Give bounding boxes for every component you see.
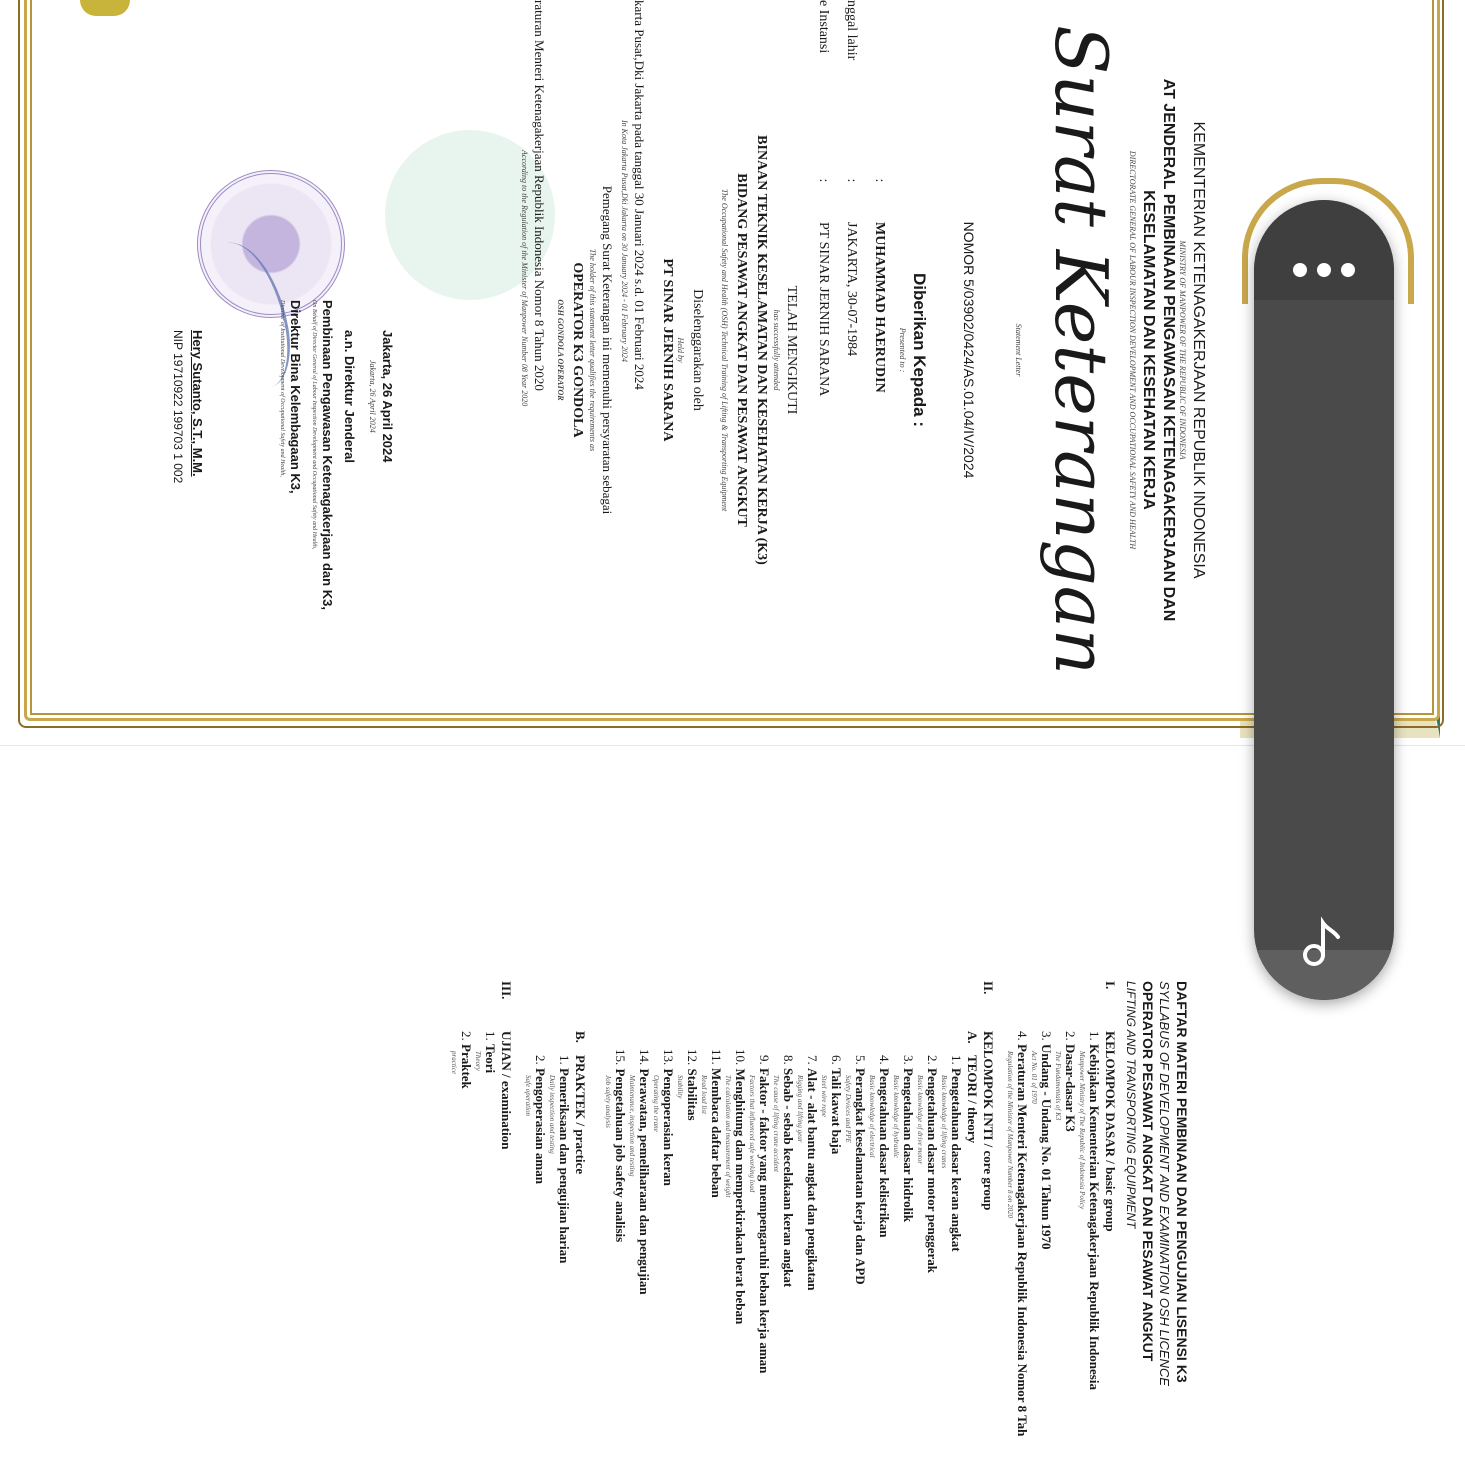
company-name: PT SINAR JERNIH SARANA: [816, 222, 831, 397]
directorate-en: DIRECTORATE GENERAL OF LABOUR INSPECTION DEVELOPMENT AND OCCUPATIONAL SAFETY AND HEALTH: [1128, 150, 1137, 550]
list-item: 1. Pengetahuan dasar keran angkat: [949, 1055, 964, 1252]
section-number: II.: [981, 981, 996, 995]
given-to-label-en: Presented to :: [898, 327, 907, 373]
field-colon: :: [872, 178, 887, 183]
field-colon: :: [816, 178, 831, 183]
field-row: [815, 0, 831, 700]
list-item-en: Job safety analysis: [604, 1075, 612, 1128]
organized-by-label-en: Held by: [676, 337, 685, 363]
list-item: 9. Faktor - faktor yang mempengaruhi beban kerja aman: [757, 1055, 772, 1374]
list-item-en: Basic knowledge of lifting cranes: [940, 1075, 948, 1169]
birth-date: JAKARTA, 30-07-1984: [844, 222, 859, 357]
section-number: I.: [1103, 981, 1118, 990]
directorate-line-2: KESELAMATAN DAN KESEHATAN KERJA: [1140, 190, 1157, 510]
holder-line-en: The holder of this statement letter qualifies the requirements as: [588, 248, 597, 452]
section-title: KELOMPOK DASAR / basic group: [1103, 1031, 1118, 1232]
subsection-letter: A.: [965, 1031, 980, 1044]
list-item-en: Basic knowledge of drive motor: [916, 1075, 924, 1165]
sign-line-2: Pembinaan Pengawasan Ketenagakerjaan dan K3,: [320, 300, 335, 610]
list-item-en: The cause of lifting crane accident: [772, 1075, 780, 1173]
list-item: 4. Peraturan Menteri Ketenagakerjaan Republik Indonesia Nomor 8 Tah: [1015, 1031, 1030, 1437]
watermark-logo: [385, 130, 555, 300]
program-line-1: BINAAN TEKNIK KESELAMATAN DAN KESEHATAN KERJA (K3): [754, 135, 769, 565]
syllabus-content: [190, 981, 1190, 1466]
music-note-icon: [1294, 913, 1354, 978]
list-item-en: Stability: [676, 1075, 684, 1099]
list-item-en: Manpower Ministry of The Republic of Indonesia Policy: [1078, 1051, 1086, 1210]
sign-line-3-en: Director of Institutional Development of Occupational Safety and Health,: [279, 300, 285, 477]
list-item: 4. Pengetahuan dasar kelistrikan: [877, 1055, 892, 1238]
list-item: 2. Dasar-dasar K3: [1063, 1031, 1078, 1132]
field-label: nggal lahir: [844, 0, 859, 61]
syllabus-title-2: SYLLABUS OF DEVELOPMENT AND EXAMINATION OSH LICENCE: [1157, 981, 1172, 1387]
list-item-en: Safety Devices and PPE: [844, 1075, 852, 1143]
field-label: e Instansi: [816, 0, 831, 54]
list-item-en: Read load list: [700, 1075, 708, 1114]
list-item: 6. Tali kawat baja: [829, 1055, 844, 1155]
list-item: 14. Perawatan, pemeliharaan dan pengujian: [637, 1049, 652, 1295]
sign-line-2-en: On Behalf of Director General of Labour Inspection Development and Occupational Safety and Health,: [311, 300, 317, 550]
participant-name: MUHAMMAD HAERUDIN: [872, 222, 887, 393]
given-to-label: Diberikan Kepada :: [910, 273, 929, 427]
list-item-en: Rigging and lifting gear: [796, 1075, 804, 1143]
program-en: The Occupational Safety and Health (OSH) Technical Training of Lifting & Transporting Equipment: [720, 188, 729, 512]
list-item-en: Regulation of the Minister of Manpower Number 8 on 2020: [1006, 1051, 1014, 1219]
location-line: karta Pusat,Dki Jakarta pada tanggal 30 Januari 2024 s.d. 01 Februari 2024: [632, 0, 647, 390]
certificate-number: NOMOR 5/03902/0424/AS.01.04/IV/2024: [961, 221, 977, 479]
list-item-en: Daily inspection and testing: [548, 1075, 556, 1154]
list-item: 2. Praktek: [459, 1031, 474, 1089]
list-item: 3. Pengetahuan dasar hidrolik: [901, 1055, 916, 1223]
list-item-en: Factors that influenced safe working load: [748, 1075, 756, 1193]
sign-line-3: Direktur Bina Kelembagaan K3,: [288, 300, 303, 494]
more-options-button[interactable]: [1254, 220, 1394, 320]
sign-date: Jakarta, 26 April 2024: [380, 330, 395, 463]
holder-line: Pemegang Surat Keterangan ini memenuhi persyaratan sebagai: [600, 185, 615, 515]
signer-nip: NIP 19710922 199703 1 002: [171, 330, 185, 484]
role-title-en: OSH GONDOLA OPERATOR: [556, 299, 565, 401]
role-title: OPERATOR K3 GONDOLA: [570, 262, 585, 438]
directorate-line-1: AT JENDERAL PEMBINAAN PENGAWASAN KETENAGAKERJAAN DAN: [1160, 78, 1177, 622]
sign-date-en: Jakarta, 26 April 2024: [368, 360, 377, 433]
list-item-en: Safe operation: [524, 1075, 532, 1117]
subsection-letter: B.: [573, 1031, 588, 1043]
list-item-en: Act No. 01 of 1970: [1030, 1051, 1038, 1104]
field-colon: :: [844, 178, 859, 183]
program-line-2: BIDANG PESAWAT ANGKAT DAN PESAWAT ANGKUT: [734, 173, 749, 527]
organized-by-label: Diselenggarakan oleh: [690, 289, 705, 411]
ministry-name-en: MINISTRY OF MANPOWER OF THE REPUBLIC OF INDONESIA: [1178, 240, 1187, 460]
location-line-en: In Kota Jakarta Pusat,Dki Jakarta on 30 January 2024 - 01 February 2024: [620, 120, 629, 362]
list-item-en: The Fundamentals of K3: [1054, 1051, 1062, 1121]
field-row: [871, 0, 887, 700]
list-item: 13. Pengoperasian keran: [661, 1049, 676, 1186]
list-item: 10. Menghitung dan memperkirakan berat beban: [733, 1049, 748, 1325]
list-item: 5. Perangkat keselamatan kerja dan APD: [853, 1055, 868, 1285]
syllabus-title-1: DAFTAR MATERI PEMBINAAN DAN PENGUJIAN LISENSI K3: [1174, 981, 1190, 1383]
list-item-en: Basic knowledge of hydraulic: [892, 1075, 900, 1159]
sign-line-1: a.n. Direktur Jenderal: [342, 330, 357, 463]
list-item-en: Steel wire rope: [820, 1075, 828, 1117]
list-item: 3. Undang - Undang No. 01 Tahun 1970: [1039, 1031, 1054, 1250]
list-item: 2. Pengetahuan dasar motor penggerak: [925, 1055, 940, 1273]
ministry-name: KEMENTERIAN KETENAGAKERJAAN REPUBLIK INDONESIA: [1190, 121, 1207, 579]
regulation-line-en: According to the Regulation of the Minister of Manpower Number 08 Year 2020: [520, 150, 529, 407]
list-item-en: The calculation and measurement of weight: [724, 1075, 732, 1198]
list-item: 1. Kebijakan Kementerian Ketenagakerjaan Republik Indonesia: [1087, 1031, 1102, 1390]
syllabus-title-4: LIFTING AND TRANSPORTING EQUIPMENT: [1124, 981, 1138, 1229]
organizer-name: PT SINAR JERNIH SARANA: [660, 258, 675, 442]
list-item: 8. Sebab - sebab kecelakaan keran angkat: [781, 1055, 796, 1288]
subsection-title: PRAKTEK / practice: [573, 1055, 588, 1175]
list-item-en: Basic knowledge of electrical: [868, 1075, 876, 1158]
list-item: 15. Pengetahuan job safety analisis: [613, 1049, 628, 1243]
floating-toolbar[interactable]: [1254, 200, 1394, 1000]
certificate-content: [20, 0, 1215, 700]
list-item: 7. Alat - alat bantu angkat dan pengikatan: [805, 1055, 820, 1291]
followed-label-en: has successfully attended: [772, 309, 781, 391]
list-item: 11. Membaca daftar beban: [709, 1049, 724, 1198]
section-number: III.: [499, 981, 514, 1000]
field-row: [843, 0, 859, 700]
regulation-line: raturan Menteri Ketenagakerjaan Republik Indonesia Nomor 8 Tahun 2020: [532, 0, 547, 391]
music-button[interactable]: [1254, 890, 1394, 1000]
list-item-en: Operating the crane: [652, 1075, 660, 1132]
list-item-en: Maintenance, inspection and testing: [628, 1075, 636, 1177]
syllabus-title-3: OPERATOR PESAWAT ANGKAT DAN PESAWAT ANGKUT: [1140, 981, 1156, 1362]
more-horizontal-icon: [1293, 263, 1355, 277]
list-item: 2. Pengoperasian aman: [533, 1055, 548, 1184]
section-title: KELOMPOK INTI / core group: [981, 1031, 996, 1211]
list-item: 1. Teori: [483, 1031, 498, 1074]
signer-name: Hery Sutanto, S.T., M.M.: [190, 330, 205, 477]
syllabus-page: [0, 745, 1465, 1466]
list-item-en: Theory: [474, 1051, 482, 1071]
section-title: UJIAN / examination: [499, 1031, 514, 1150]
list-item: 12. Stabilitas: [685, 1049, 700, 1121]
subsection-title: TEORI / theory: [965, 1055, 980, 1144]
certificate-subtitle: Statement Letter: [1014, 323, 1023, 377]
followed-label: TELAH MENGIKUTI: [784, 285, 799, 415]
certificate-title: Surat Keterangan: [1039, 25, 1123, 675]
list-item-en: practice: [450, 1051, 458, 1074]
list-item: 1. Pemeriksaan dan pengujian harian: [557, 1055, 572, 1264]
